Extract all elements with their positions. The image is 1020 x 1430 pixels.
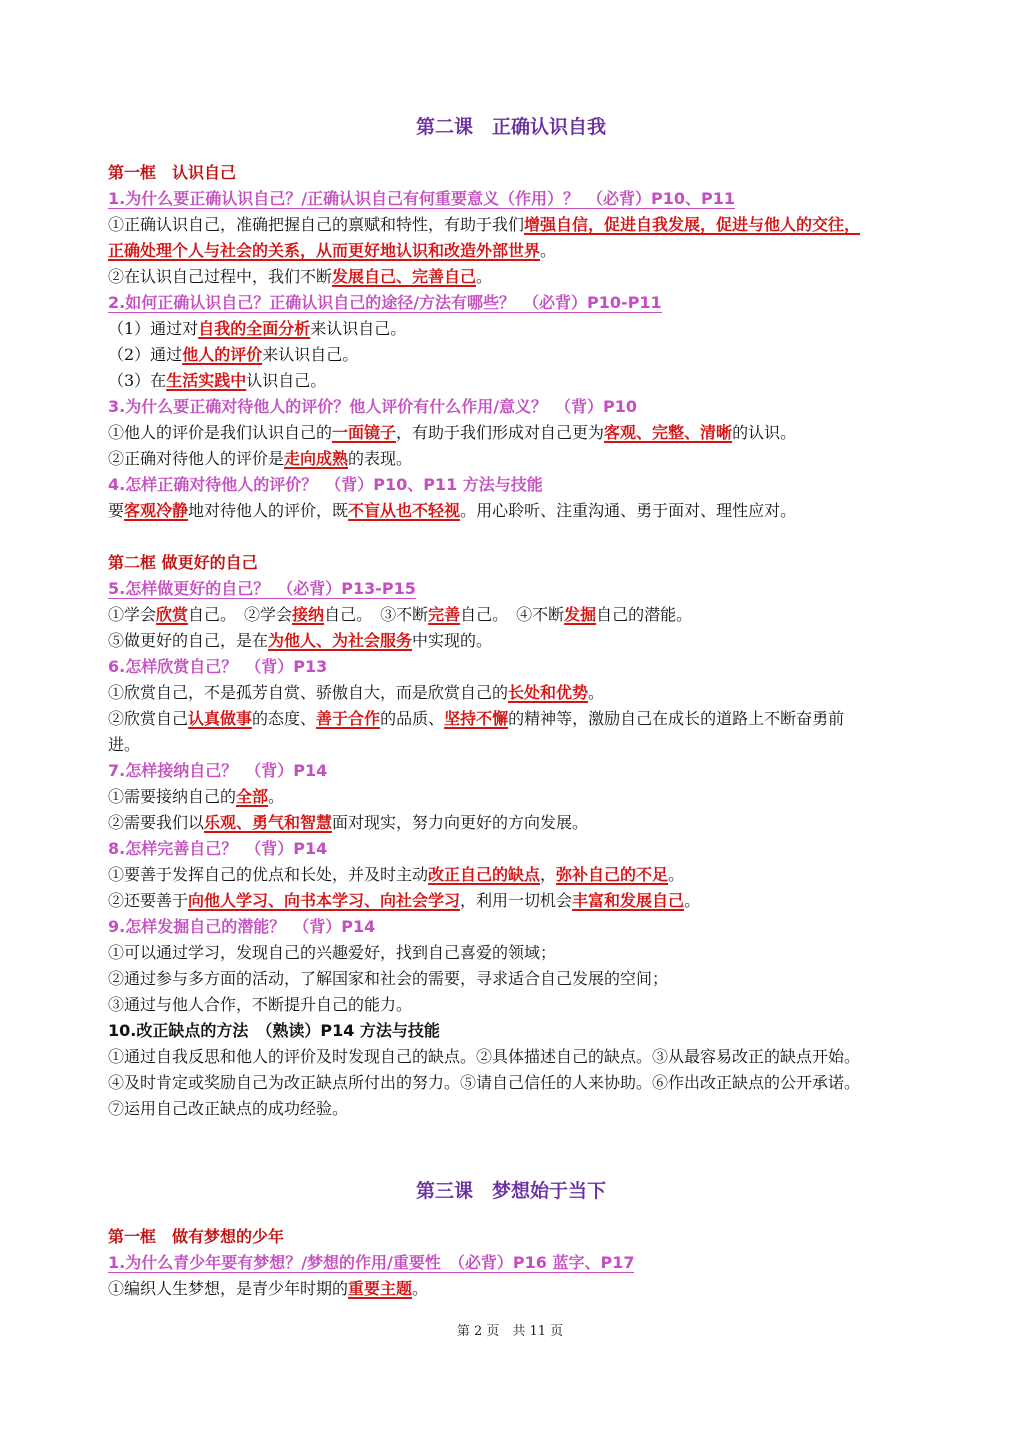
- key-point: 完善: [428, 605, 461, 624]
- section-heading: 第二框 做更好的自己: [108, 553, 258, 572]
- document-content: [108, 110, 914, 1302]
- key-point: 认真做事: [188, 709, 253, 728]
- key-point: 客观、完整、清晰: [604, 423, 733, 442]
- key-point: 走向成熟: [284, 449, 349, 468]
- answer-line: ②还要善于向他人学习、向书本学习、向社会学习，利用一切机会丰富和发展自己。: [108, 891, 701, 910]
- lesson-title: 第二课 正确认识自我: [415, 116, 606, 138]
- answer-line: ②正确对待他人的评价是走向成熟的表现。: [108, 449, 413, 468]
- section-heading: 第一框 认识自己: [108, 163, 237, 182]
- question-heading: 8.怎样完善自己？ （背）P14: [108, 839, 328, 858]
- key-point: 增强自信，促进自我发展，促进与他人的交往，: [524, 215, 861, 234]
- answer-line: ①需要接纳自己的全部。: [108, 787, 285, 806]
- key-point: 为他人、为社会服务: [268, 631, 413, 650]
- answer-line: 要客观冷静地对待他人的评价，既不盲从也不轻视。用心聆听、注重沟通、勇于面对、理性应对。: [108, 501, 797, 520]
- answer-line: 进。: [108, 735, 141, 754]
- answer-line: ①学会欣赏自己。 ②学会接纳自己。 ③不断完善自己。 ④不断发掘自己的潜能。: [108, 605, 693, 624]
- answer-line: ②欣赏自己认真做事的态度、善于合作的品质、坚持不懈的精神等，激励自己在成长的道路上不断奋勇前: [108, 709, 845, 728]
- key-point: 全部: [236, 787, 269, 806]
- key-point: 不盲从也不轻视: [348, 501, 461, 520]
- answer-line: ①可以通过学习，发现自己的兴趣爱好，找到自己喜爱的领域；: [108, 943, 557, 962]
- key-point: 善于合作: [316, 709, 381, 728]
- question-heading: 1.为什么青少年要有梦想？/梦想的作用/重要性 （必背）P16 蓝字、P17: [108, 1253, 635, 1272]
- answer-line: （3）在生活实践中认识自己。: [108, 371, 327, 390]
- key-point: 乐观、勇气和智慧: [204, 813, 333, 832]
- question-heading: 4.怎样正确对待他人的评价？ （背）P10、P11 方法与技能: [108, 475, 543, 494]
- key-point: 重要主题: [348, 1279, 413, 1298]
- answer-line: （2）通过他人的评价来认识自己。: [108, 345, 359, 364]
- question-heading: 3.为什么要正确对待他人的评价？他人评价有什么作用/意义？ （背）P10: [108, 397, 638, 416]
- answer-line: ①他人的评价是我们认识自己的一面镜子，有助于我们形成对自己更为客观、完整、清晰的认识。: [108, 423, 797, 442]
- answer-line: ④及时肯定或奖励自己为改正缺点所付出的努力。⑤请自己信任的人来协助。⑥作出改正缺点的公开承诺。: [108, 1073, 861, 1092]
- key-point: 发掘: [564, 605, 597, 624]
- answer-line: ⑤做更好的自己，是在为他人、为社会服务中实现的。: [108, 631, 493, 650]
- key-point: 自我的全面分析: [198, 319, 311, 338]
- answer-line: ①编织人生梦想，是青少年时期的重要主题。: [108, 1279, 429, 1298]
- key-point: 一面镜子: [332, 423, 397, 442]
- answer-line: ①正确认识自己，准确把握自己的禀赋和特性，有助于我们增强自信，促进自我发展，促进与他人的交往，: [108, 215, 861, 234]
- key-point: 改正自己的缺点: [428, 865, 541, 884]
- question-heading: 2.如何正确认识自己？正确认识自己的途径/方法有哪些？ （必背）P10-P11: [108, 293, 662, 312]
- key-point: 欣赏: [156, 605, 189, 624]
- key-point: 他人的评价: [182, 345, 263, 364]
- key-point: 长处和优势: [508, 683, 589, 702]
- key-point: 向他人学习、向书本学习、向社会学习: [188, 891, 461, 910]
- question-heading: 1.为什么要正确认识自己？/正确认识自己有何重要意义（作用）？ （必背）P10、P11: [108, 189, 736, 208]
- answer-line: ②需要我们以乐观、勇气和智慧面对现实，努力向更好的方向发展。: [108, 813, 589, 832]
- question-heading: 7.怎样接纳自己？ （背）P14: [108, 761, 328, 780]
- answer-line: ③通过与他人合作，不断提升自己的能力。: [108, 995, 413, 1014]
- key-point: 弥补自己的不足: [556, 865, 669, 884]
- answer-line: ⑦运用自己改正缺点的成功经验。: [108, 1099, 349, 1118]
- answer-line: ①通过自我反思和他人的评价及时发现自己的缺点。②具体描述自己的缺点。③从最容易改正的缺点开始。: [108, 1047, 861, 1066]
- question-heading: 6.怎样欣赏自己？ （背）P13: [108, 657, 328, 676]
- question-heading: 9.怎样发掘自己的潜能？ （背）P14: [108, 917, 376, 936]
- key-point: 坚持不懈: [444, 709, 509, 728]
- question-heading: 10.改正缺点的方法 （熟读）P14 方法与技能: [108, 1021, 440, 1040]
- key-point: 接纳: [292, 605, 325, 624]
- question-heading: 5.怎样做更好的自己？ （必背）P13-P15: [108, 579, 416, 598]
- key-point: 生活实践中: [166, 371, 247, 390]
- page-number-footer: 第 2 页 共 11 页: [456, 1324, 564, 1339]
- answer-line: ②在认识自己过程中，我们不断发展自己、完善自己。: [108, 267, 493, 286]
- key-point: 发展自己、完善自己: [332, 267, 477, 286]
- answer-line: 正确处理个人与社会的关系，从而更好地认识和改造外部世界。: [108, 241, 557, 260]
- answer-line: （1）通过对自我的全面分析来认识自己。: [108, 319, 407, 338]
- lesson-title: 第三课 梦想始于当下: [415, 1180, 606, 1202]
- section-heading: 第一框 做有梦想的少年: [108, 1227, 285, 1246]
- key-point: 正确处理个人与社会的关系，从而更好地认识和改造外部世界: [108, 241, 541, 260]
- answer-line: ②通过参与多方面的活动，了解国家和社会的需要，寻求适合自己发展的空间；: [108, 969, 669, 988]
- key-point: 客观冷静: [124, 501, 189, 520]
- answer-line: ①要善于发挥自己的优点和长处，并及时主动改正自己的缺点，弥补自己的不足。: [108, 865, 685, 884]
- answer-line: ①欣赏自己，不是孤芳自赏、骄傲自大，而是欣赏自己的长处和优势。: [108, 683, 605, 702]
- key-point: 丰富和发展自己: [572, 891, 685, 910]
